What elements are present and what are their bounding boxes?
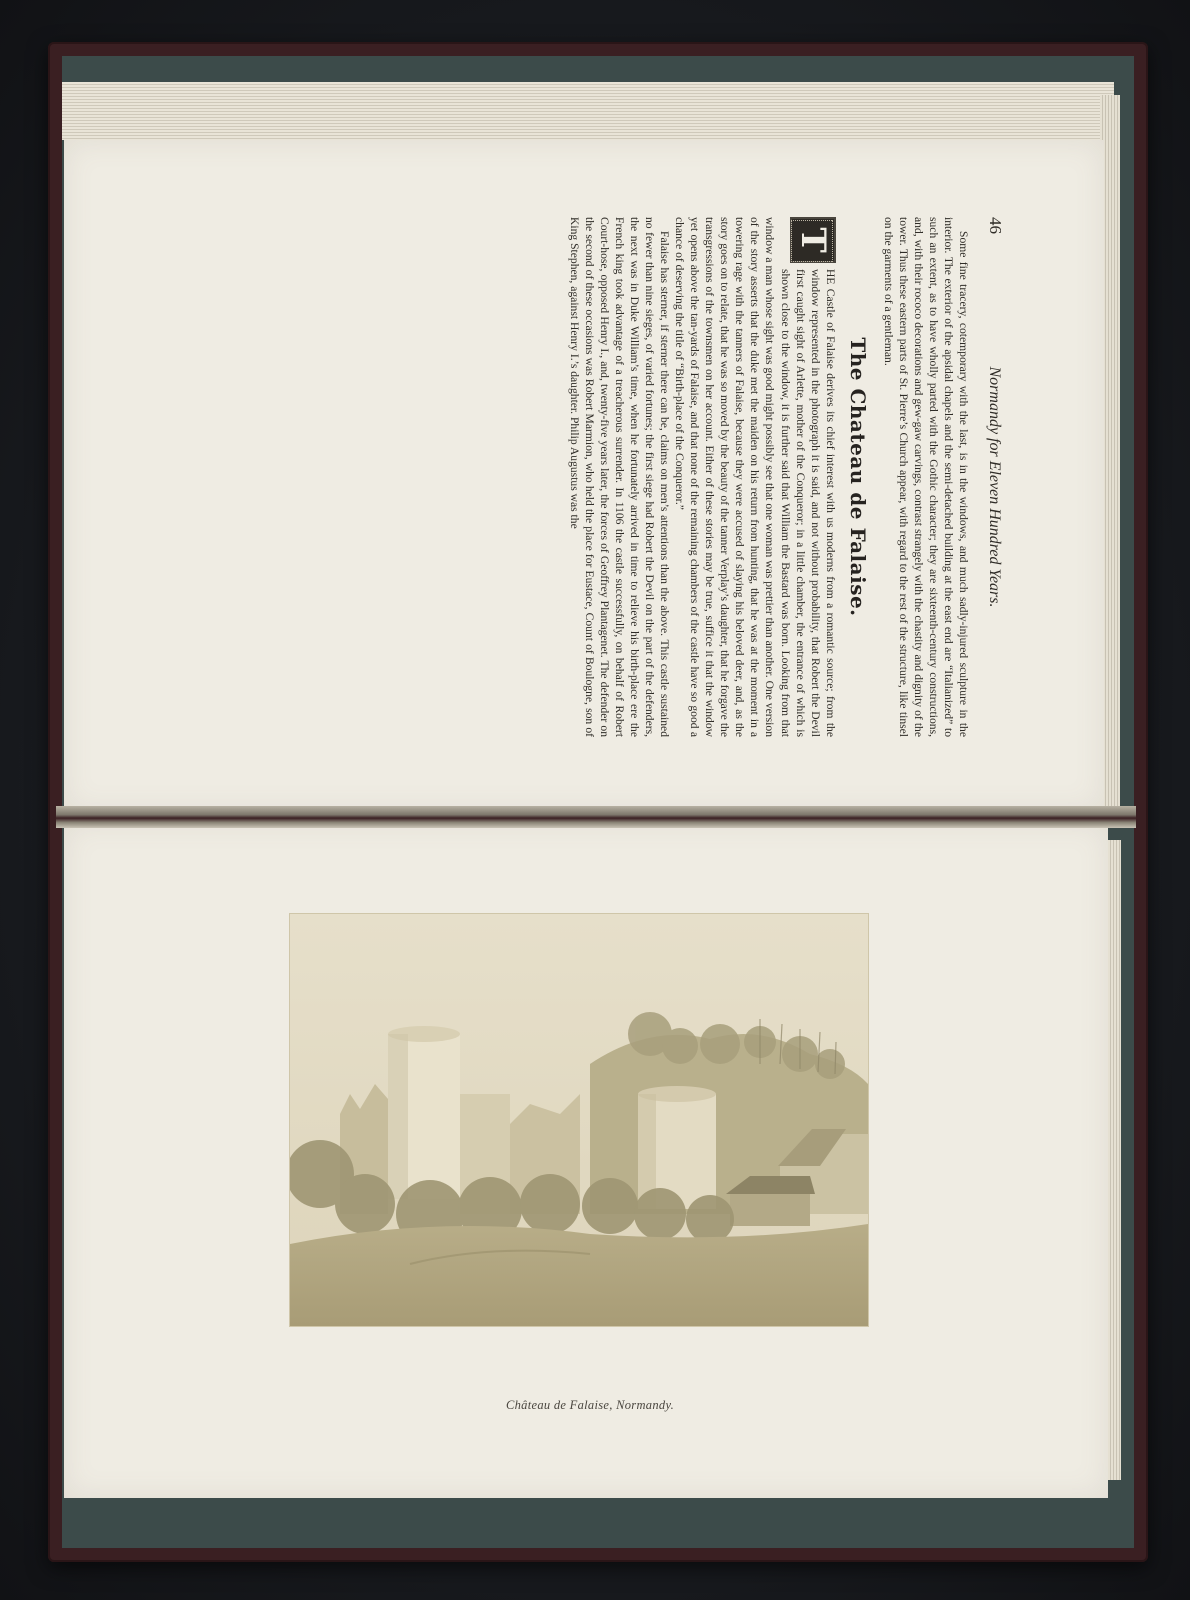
rotated-text-block [173, 217, 1003, 737]
book-gutter [56, 806, 1136, 828]
running-head [979, 217, 1003, 737]
dropcap-letter: T [792, 227, 833, 253]
chapter-title: The Chateau de Falaise. [845, 337, 870, 617]
page-number: 46 [986, 217, 1005, 234]
paragraph-sieges: Falaise has sterner, if sterner there can be, claims on men’s attentions than the above. This castle sustained no fewer than nine sieges, of varied fortunes; the first siege had Robert the Devil on the part of the defenders, the next was in Duke William’s time, when he fortunately arrived in time to relieve his birth-place ere the French king took advantage of a treacherous surrender. In 1106 the castle successfully, on behalf of Robert Court-hose, opposed Henry I., and, twenty-five years later, the forces of Geoffrey Plantagenet. The defender on the second of these occasions was Robert Marmion, who held the place for Eustace, Count of Boulogne, son of King Stephen, against Henry I.’s daughter. Philip Augustus was the [567, 217, 672, 737]
castle-photograph [290, 914, 868, 1326]
dropcap-ornament [790, 217, 836, 263]
paragraph-intro: Some fine tracery, cotemporary with the last, is in the windows, and much sadly-injured sculpture in the interior. The exterior of the apsidal chapels and the semi-detached building at the east end are “Italianized” to such an extent, as to have wholly parted with the Gothic character; they are sixteenth-century constructions, and, with their rococo decorations and gew-gaw carvings, contrast strangely with the chastity and dignity of the tower. Thus these eastern parts of St. Pierre’s Church appear, with regard to the rest of the structure, like tinsel on the garments of a gentleman. [881, 217, 970, 737]
page-edges-top [62, 82, 1114, 140]
running-title: Normandy for Eleven Hundred Years. [986, 366, 1003, 608]
paragraph-chapter-body: HE Castle of Falaise derives its chief interest with us moderns from a romantic source; from the window represented in the photograph it is said, and not without probability, that Robert the Devil first caught sight of Arlette, mother of the Conqueror; in a little chamber, the entrance of which is shown close to the window, it is further said that William the Bastard was born. Looking from that window a man whose sight was good might possibly see that one woman was prettier than another. One version of the story asserts that the duke met the maiden on his return from hunting, that he was at the moment in a towering rage with the tanners of Falaise, because they were accused of slaying his beloved deer, and, as the story goes on to relate, that he was so moved by the beauty of the tanner Verplay’s daughter, that he forgave the transgressions of the townsmen on her account. Either of these stories may be true, suffice it that the window yet opens above the tan-yards of Falaise, and that none of the remaining chambers of the castle have so good a chance of deserving the title of “Birth-place of the Conqueror.” [673, 217, 837, 737]
photo-caption: Château de Falaise, Normandy. [505, 1398, 675, 1412]
chapter-opening [672, 217, 838, 737]
castle-photo-image [290, 914, 868, 1326]
